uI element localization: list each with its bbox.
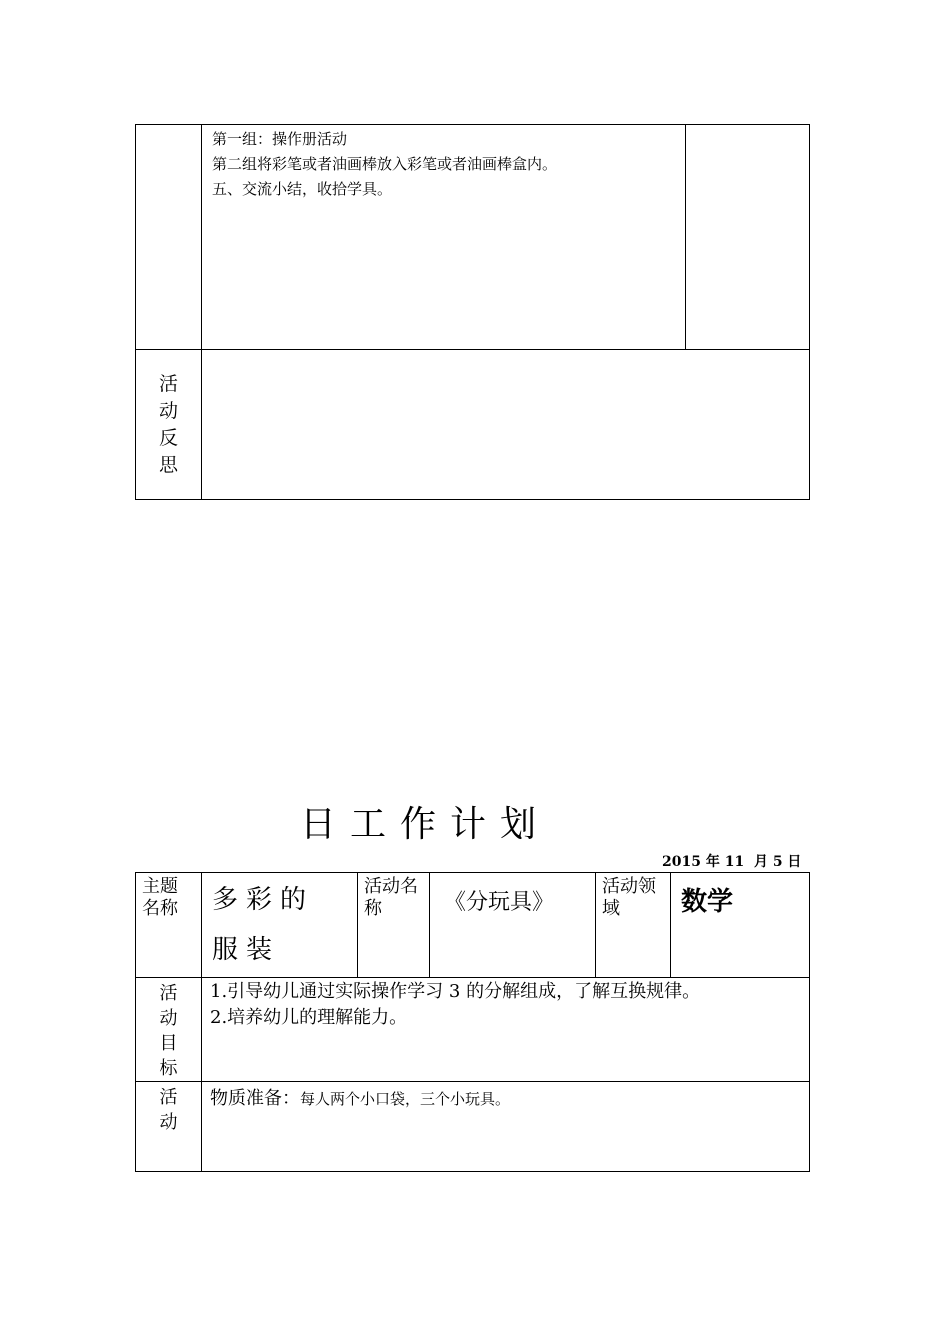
- activity-name-value-cell: [430, 873, 596, 978]
- theme-label: 主题名称: [142, 876, 178, 919]
- domain-value: 数学: [681, 887, 734, 917]
- goals-label: 活动目标: [159, 983, 178, 1079]
- reflection-label-cell: [136, 350, 202, 500]
- daily-plan-table: [135, 872, 810, 1172]
- activity-process-table: [135, 124, 810, 500]
- goal-line: 1.引导幼儿通过实际操作学习 3 的分解组成，了解互换规律。: [210, 981, 701, 1002]
- reflection-content-cell: [202, 350, 810, 500]
- step-line: 五、交流小结，收拾学具。: [212, 180, 393, 198]
- page-title: 日工作计划: [300, 804, 551, 845]
- prep-row-label: 活动: [159, 1087, 178, 1133]
- step-line: 第二组将彩笔或者油画棒放入彩笔或者油画棒盒内。: [212, 155, 558, 173]
- goals-content-cell: [202, 978, 810, 1082]
- domain-value-cell: [671, 873, 810, 978]
- prep-label-cell: [136, 1082, 202, 1172]
- prep-text: 每人两个小口袋，三个小玩具。: [300, 1090, 511, 1108]
- prep-label: 物质准备：: [210, 1088, 300, 1109]
- goals-label-cell: [136, 978, 202, 1082]
- domain-label: 活动领域: [602, 876, 656, 919]
- theme-value-cell: [202, 873, 358, 978]
- empty-label-cell: [136, 125, 202, 350]
- step-line: 第一组：操作册活动: [212, 130, 348, 148]
- theme-value: 多彩的服装: [212, 885, 315, 965]
- notes-cell: [686, 125, 810, 350]
- plan-date: 2015 年 11 月 5 日: [662, 854, 802, 870]
- activity-steps-cell: [202, 125, 686, 350]
- activity-name-label: 活动名称: [364, 876, 418, 919]
- domain-label-cell: [596, 873, 671, 978]
- activity-name-value: 《分玩具》: [444, 890, 555, 915]
- goal-line: 2.培养幼儿的理解能力。: [210, 1007, 408, 1028]
- theme-label-cell: [136, 873, 202, 978]
- reflection-label: 活动反思: [159, 372, 179, 476]
- prep-content-cell: [202, 1082, 810, 1172]
- activity-name-label-cell: [358, 873, 430, 978]
